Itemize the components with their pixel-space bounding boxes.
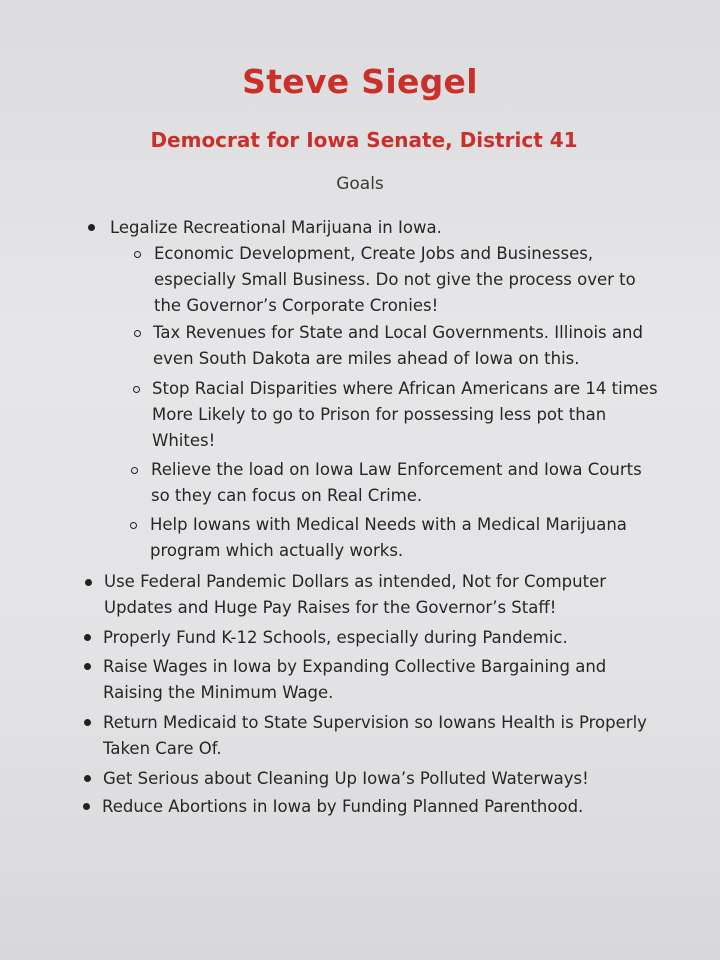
sub-bullet-icon bbox=[134, 330, 141, 337]
bullet-icon bbox=[85, 579, 92, 586]
bullet-icon bbox=[84, 775, 91, 782]
subgoal-3-line-1: Stop Racial Disparities where African Americans are 14 times bbox=[152, 379, 658, 398]
sub-bullet-icon bbox=[130, 522, 137, 529]
subgoal-5-line-1: Help Iowans with Medical Needs with a Medical Marijuana bbox=[150, 515, 627, 534]
goal-2-line-1: Use Federal Pandemic Dollars as intended, Not for Computer bbox=[104, 572, 607, 591]
candidate-name: Steve Siegel bbox=[242, 62, 478, 101]
subgoal-3-line-2: More Likely to go to Prison for possessing less pot than bbox=[152, 405, 607, 424]
subgoal-1-line-3: the Governor’s Corporate Cronies! bbox=[154, 296, 439, 315]
bullet-icon bbox=[84, 663, 91, 670]
goal-6-line-1: Get Serious about Cleaning Up Iowa’s Polluted Waterways! bbox=[103, 769, 589, 788]
goal-1-line-1: Legalize Recreational Marijuana in Iowa. bbox=[110, 218, 442, 237]
subgoal-1-line-1: Economic Development, Create Jobs and Businesses, bbox=[154, 244, 594, 263]
subgoal-4-line-1: Relieve the load on Iowa Law Enforcement and Iowa Courts bbox=[151, 460, 642, 479]
subgoal-2-line-2: even South Dakota are miles ahead of Iowa on this. bbox=[153, 349, 580, 368]
bullet-icon bbox=[84, 634, 91, 641]
goal-3-line-1: Properly Fund K-12 Schools, especially during Pandemic. bbox=[103, 628, 568, 647]
goal-2-line-2: Updates and Huge Pay Raises for the Governor’s Staff! bbox=[104, 598, 557, 617]
sub-bullet-icon bbox=[134, 251, 141, 258]
goal-4-line-1: Raise Wages in Iowa by Expanding Collective Bargaining and bbox=[103, 657, 607, 676]
bullet-icon bbox=[84, 719, 91, 726]
goal-4-line-2: Raising the Minimum Wage. bbox=[103, 683, 334, 702]
subgoal-3-line-3: Whites! bbox=[152, 431, 216, 450]
bullet-icon bbox=[83, 803, 90, 810]
candidate-subtitle: Democrat for Iowa Senate, District 41 bbox=[150, 128, 578, 152]
sub-bullet-icon bbox=[133, 386, 140, 393]
subgoal-2-line-1: Tax Revenues for State and Local Governments. Illinois and bbox=[153, 323, 643, 342]
sub-bullet-icon bbox=[131, 467, 138, 474]
goal-7-line-1: Reduce Abortions in Iowa by Funding Planned Parenthood. bbox=[102, 797, 584, 816]
goals-heading: Goals bbox=[336, 174, 384, 194]
subgoal-1-line-2: especially Small Business. Do not give the process over to bbox=[154, 270, 636, 289]
subgoal-5-line-2: program which actually works. bbox=[150, 541, 404, 560]
bullet-icon bbox=[88, 224, 95, 231]
goal-5-line-1: Return Medicaid to State Supervision so Iowans Health is Properly bbox=[103, 713, 647, 732]
goal-5-line-2: Taken Care Of. bbox=[103, 739, 222, 758]
subgoal-4-line-2: so they can focus on Real Crime. bbox=[151, 486, 423, 505]
